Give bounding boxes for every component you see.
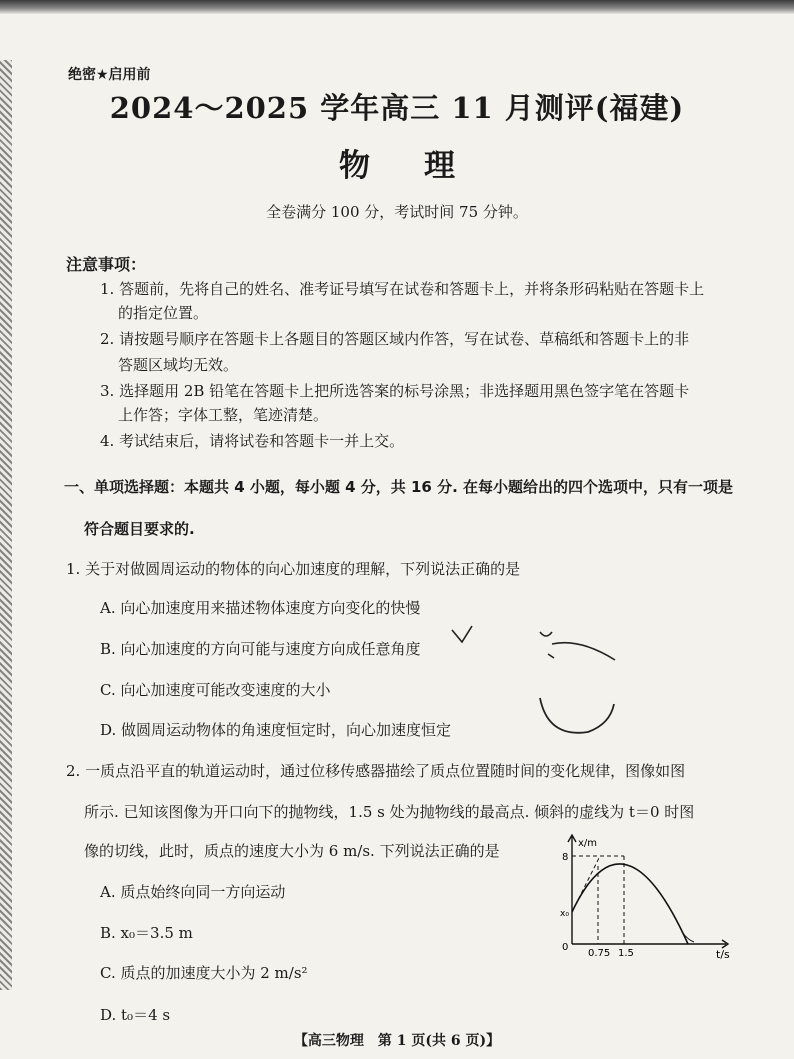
notice-item: 答题区域均无效。: [118, 356, 239, 374]
secret-label: 绝密★启用前: [68, 67, 151, 83]
graph-xlabel: t/s: [716, 948, 730, 961]
binding-edge: [0, 60, 12, 990]
subject-title: 物理: [339, 148, 509, 184]
section-heading: 一、单项选择题：本题共 4 小题，每小题 4 分，共 16 分. 在每小题给出的四个选项中，只有一项是: [64, 478, 734, 496]
q2-graph: [548, 832, 748, 964]
exam-info: 全卷满分 100 分，考试时间 75 分钟。: [266, 203, 528, 221]
q1-option-d: D. 做圆周运动物体的角速度恒定时，向心加速度恒定: [100, 721, 452, 739]
page-footer: 【高三物理 第 1 页(共 6 页)】: [293, 1033, 501, 1049]
exam-title: 2024～2025 学年高三 11 月测评(福建): [109, 91, 685, 125]
notice-item: 的指定位置。: [118, 304, 209, 322]
pencil-marks: [440, 620, 640, 740]
q1-option-b: B. 向心加速度的方向可能与速度方向成任意角度: [100, 640, 421, 658]
graph-xtick: 0.75: [588, 948, 611, 959]
graph-ylabel: x/m: [578, 838, 598, 849]
q2-option-b: B. x₀＝3.5 m: [100, 924, 193, 942]
q2-option-d: D. t₀＝4 s: [100, 1006, 171, 1024]
q1-stem: 1. 关于对做圆周运动的物体的向心加速度的理解，下列说法正确的是: [66, 560, 521, 578]
notice-item: 4. 考试结束后，请将试卷和答题卡一并上交。: [100, 432, 405, 450]
q1-option-a: A. 向心加速度用来描述物体速度方向变化的快慢: [100, 599, 421, 617]
notice-item: 2. 请按题号顺序在答题卡上各题目的答题区域内作答，写在试卷、草稿纸和答题卡上的非: [100, 330, 690, 348]
notice-item: 上作答；字体工整，笔迹清楚。: [118, 406, 329, 424]
section-heading-cont: 符合题目要求的.: [84, 520, 195, 538]
graph-x0-label: x₀: [560, 909, 569, 919]
q1-option-c: C. 向心加速度可能改变速度的大小: [100, 681, 331, 699]
graph-xtick: 1.5: [618, 948, 634, 959]
q2-option-c: C. 质点的加速度大小为 2 m/s²: [100, 964, 308, 982]
q2-stem: 像的切线，此时，质点的速度大小为 6 m/s. 下列说法正确的是: [84, 842, 500, 860]
scan-top-edge: [0, 0, 794, 14]
notice-title: 注意事项：: [66, 255, 147, 274]
notice-item: 1. 答题前，先将自己的姓名、准考证号填写在试卷和答题卡上，并将条形码粘贴在答题卡上: [100, 280, 705, 298]
q2-option-a: A. 质点始终向同一方向运动: [100, 883, 286, 901]
q2-stem: 2. 一质点沿平直的轨道运动时，通过位移传感器描绘了质点位置随时间的变化规律，图像如图: [66, 762, 686, 780]
notice-item: 3. 选择题用 2B 铅笔在答题卡上把所选答案的标号涂黑；非选择题用黑色签字笔在答题卡: [100, 382, 690, 400]
graph-origin: 0: [562, 942, 569, 953]
graph-ytick: 8: [562, 852, 569, 863]
q2-stem: 所示. 已知该图像为开口向下的抛物线，1.5 s 处为抛物线的最高点. 倾斜的虚线为 t＝0 时图: [84, 803, 695, 821]
